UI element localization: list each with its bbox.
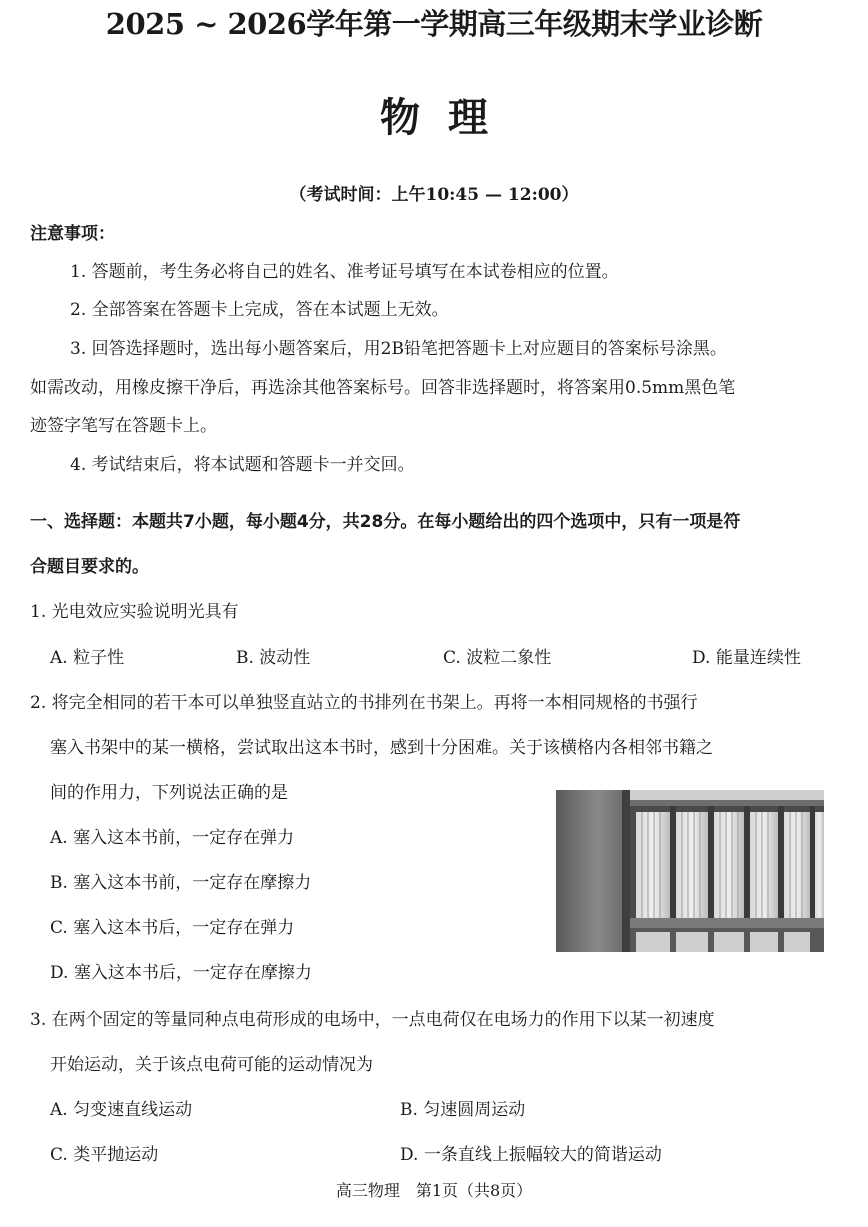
section-heading-line1: 一、选择题：本题共7小题，每小题4分，共28分。在每小题给出的四个选项中，只有一项是符	[30, 512, 741, 532]
q2-stem-line2: 塞入书架中的某一横格，尝试取出这本书时，感到十分困难。关于该横格内各相邻书籍之	[50, 738, 713, 758]
q1-option-d: D. 能量连续性	[692, 648, 801, 668]
notice-item-3-cont2: 迹签字笔写在答题卡上。	[30, 416, 217, 436]
q1-option-a: A. 粒子性	[50, 648, 125, 668]
exam-title: 2025 ~ 2026学年第一学期高三年级期末学业诊断	[105, 7, 763, 41]
subject-title: 物理	[380, 94, 516, 141]
q3-option-b: B. 匀速圆周运动	[400, 1100, 526, 1120]
q2-option-c: C. 塞入这本书后，一定存在弹力	[50, 918, 295, 938]
q3-stem-line2: 开始运动，关于该点电荷可能的运动情况为	[50, 1055, 373, 1075]
notice-heading: 注意事项：	[30, 224, 115, 244]
q3-stem-line1: 3. 在两个固定的等量同种点电荷形成的电场中，一点电荷仅在电场力的作用下以某一初速度	[30, 1010, 715, 1030]
q1-stem: 1. 光电效应实验说明光具有	[30, 602, 239, 622]
q2-option-d: D. 塞入这本书后，一定存在摩擦力	[50, 963, 312, 983]
q2-stem-line1: 2. 将完全相同的若干本可以单独竖直站立的书排列在书架上。再将一本相同规格的书强行	[30, 693, 698, 713]
q1-option-b: B. 波动性	[236, 648, 311, 668]
q2-option-b: B. 塞入这本书前，一定存在摩擦力	[50, 873, 312, 893]
section-heading-line2: 合题目要求的。	[30, 557, 149, 577]
notice-item-3: 3. 回答选择题时，选出每小题答案后，用2B铅笔把答题卡上对应题目的答案标号涂黑。	[70, 339, 727, 359]
q2-stem-line3: 间的作用力，下列说法正确的是	[50, 783, 288, 803]
q1-option-c: C. 波粒二象性	[443, 648, 552, 668]
notice-item-1: 1. 答题前，考生务必将自己的姓名、准考证号填写在本试卷相应的位置。	[70, 262, 619, 282]
q3-option-c: C. 类平抛运动	[50, 1145, 159, 1165]
q2-option-a: A. 塞入这本书前，一定存在弹力	[50, 828, 295, 848]
bookshelf-photo	[556, 790, 824, 952]
notice-item-2: 2. 全部答案在答题卡上完成，答在本试题上无效。	[70, 300, 449, 320]
q3-option-d: D. 一条直线上振幅较大的简谐运动	[400, 1145, 662, 1165]
page-footer: 高三物理 第1页（共8页）	[335, 1181, 533, 1200]
notice-item-4: 4. 考试结束后，将本试题和答题卡一并交回。	[70, 455, 415, 475]
q3-option-a: A. 匀变速直线运动	[50, 1100, 193, 1120]
notice-item-3-cont: 如需改动，用橡皮擦干净后，再选涂其他答案标号。回答非选择题时，将答案用0.5mm黑色笔	[30, 378, 736, 398]
exam-time: （考试时间：上午10:45 — 12:00）	[289, 185, 579, 205]
